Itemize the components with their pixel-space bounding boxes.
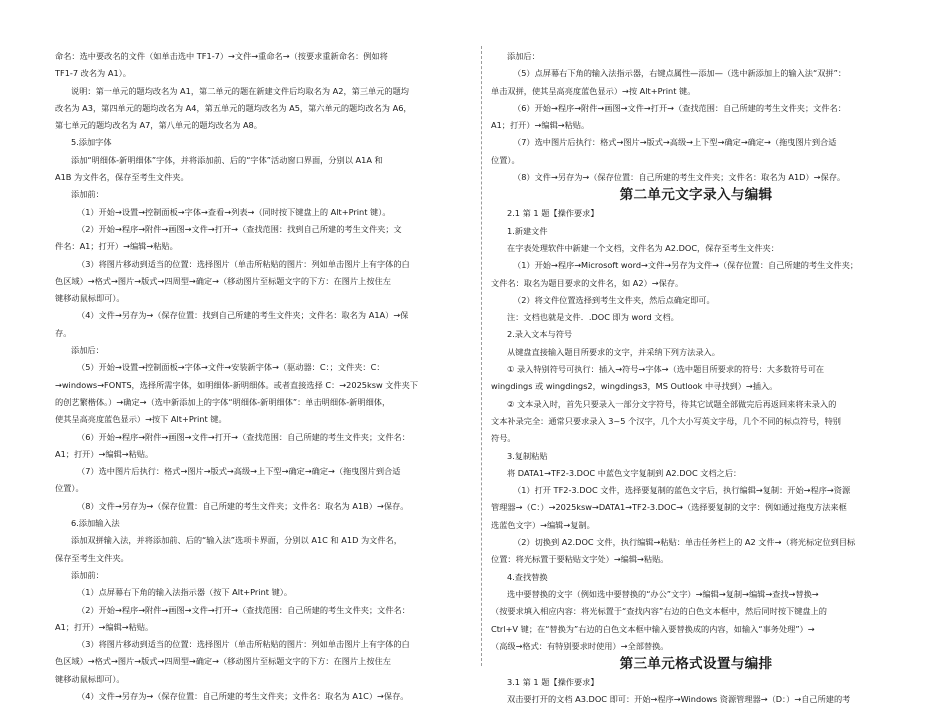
text-line: （1）开始→设置→控制面板→字体→查看→列表→（同时按下键盘上的 Alt+Print 键）。 [77,206,391,217]
text-line: 文件名：取名为题目要求的文件名，如 A2）→保存。 [491,277,684,288]
right-column [491,48,901,705]
text-line: 6.添加输入法 [71,518,120,529]
text-line: 位置）。 [55,483,84,494]
text-line: 5.添加字体 [71,137,112,148]
text-line: （6）开始→程序→附件→画图→文件→打开→（查找范围：自己所建的考生文件夹；文件名： [77,431,410,442]
text-line: 添加前： [71,189,104,200]
text-line: 4.查找替换 [507,571,548,582]
text-line: （8）文件→另存为→（保存位置：自己所建的考生文件夹；文件名：取名为 A1B）→保存。 [77,500,409,511]
text-line: （1）开始→程序→Microsoft word→文件→另存为文件→（保存位置：自己所建的考生文件夹； [513,260,859,271]
text-line: 添加双拼输入法，并将添加前、后的“输入法”选项卡界面，分别以 A1C 和 A1D 为文件名， [71,535,402,546]
text-line: 位置：将光标置于要粘贴文字处）→编辑→粘贴。 [491,554,669,565]
text-line: A1；打开）→编辑→粘贴。 [55,621,154,632]
text-line: 命名：选中要改名的文件（如单击选中 TF1-7）→文件→重命名→（按要求重新命名：例如将 [55,51,388,61]
text-line: 添加“明细体-新明细体”字体，并将添加前、后的“字体”活动窗口界面，分别以 A1A 和 [71,154,383,165]
text-line: 选蓝色文字）→编辑→复制。 [491,519,595,530]
text-line: （4）文件→另存为→（保存位置：找到自己所建的考生文件夹；文件名：取名为 A1A）→保 [77,310,409,321]
text-line: （按要求填入相应内容：将光标置于“查找内容”右边的白色文本框中，然后同时按下键盘上的 [491,606,827,617]
text-line: ① 录入特别符号可执行：插入→符号→字体→（选中题目所要求的符号：大多数符号可在 [507,364,825,375]
text-line: 2.1 第 1 题【操作要求】 [507,208,599,219]
text-line: （7）选中图片后执行：格式→图片→版式→高级→上下型→确定→确定→（拖曳图片到合适 [77,466,401,477]
text-line: wingdings 或 wingdings2，wingdings3，MS Outlook 中寻找到）→插入。 [491,381,778,392]
text-line: 改名为 A3，第四单元的题均改名为 A4，第五单元的题均改名为 A5，第六单元的题均改名为 A6， [55,102,412,113]
section-heading: 第二单元文字录入与编辑 [619,187,773,204]
text-line: 文本补录完全：通常只要求录入 3~5 个汉字，几个大小写英文字母，几个不同的标点符号，特别 [491,415,841,426]
text-line: 位置）。 [491,154,520,165]
text-line: （8）文件→另存为→（保存位置：自己所建的考生文件夹；文件名：取名为 A1D）→保存。 [513,172,846,183]
text-line: （2）开始→程序→附件→画图→文件→打开→（查找范围：找到自己所建的考生文件夹；文 [77,223,402,234]
text-line: Ctrl+V 键；在“替换为”右边的白色文本框中输入要替换成的内容，如输入“事务处理”）→ [491,623,815,634]
text-line: 添加后： [507,51,540,61]
left-column [55,48,472,701]
text-line: A1B 为文件名，保存至考生文件夹。 [55,172,189,183]
text-line: （2）将文件位置选择到考生文件夹，然后点确定即可。 [513,294,715,305]
section-heading: 第三单元格式设置与编排 [619,656,773,673]
text-line: →windows→FONTS，选择所需字体，如明细体-新明细体。或者直接选择 C：→2025ksw 文件夹下 [55,379,419,390]
text-line: （4）文件→另存为→（保存位置：自己所建的考生文件夹；文件名：取名为 A1C）→保存。 [77,690,409,701]
text-line: （1）点屏幕右下角的输入法指示器（按下 Alt+Print 键）。 [77,587,293,598]
text-line: （5）开始→设置→控制面板→字体→文件→安装新字体→（驱动器：C：；文件夹：C： [77,362,385,373]
text-line: A1；打开）→编辑→粘贴。 [491,120,590,131]
text-line: （3）将图片移动到适当的位置：选择图片（单击所粘贴的图片：列如单击图片上有字体的白 [77,258,410,269]
text-line: 添加前： [71,569,104,580]
text-line: 3.复制粘贴 [507,450,548,461]
text-line: 2.录入文本与符号 [507,329,573,340]
text-line: 件名：A1；打开）→编辑→粘贴。 [55,241,178,252]
text-line: （3）将图片移动到适当的位置：选择图片（单击所粘贴的图片：列如单击图片上有字体的白 [77,639,410,650]
text-line: 双击要打开的文档 A3.DOC 即可：开始→程序→Windows 资源管理器→（D：）→自己所建的考 [507,694,851,705]
text-line: 从键盘直接输入题目所要求的文字，并采纳下列方法录入。 [507,346,720,357]
text-line: 将 DATA1→TF2-3.DOC 中蓝色文字复制到 A2.DOC 文档之后： [507,467,742,478]
text-line: 说明：第一单元的题均改名为 A1，第二单元的题在新建文件后均取名为 A2，第三单元的题均 [71,85,409,96]
text-line: 的创艺繁楷体。）→确定→（选中新添加上的字体“明细体-新明细体”：单击明细体-新明细体， [55,396,391,407]
text-line: 色区域）→格式→图片→版式→四周型→确定→（移动图片至标题文字的下方：在图片上按住左 [55,656,391,667]
text-line: 保存至考生文件夹。 [55,552,129,563]
text-line: 单击双拼，使其呈高亮度蓝色显示）→按 Alt+Print 键。 [491,85,696,96]
text-line: 3.1 第 1 题【操作要求】 [507,677,599,688]
text-line: 注：文档也就是文件．.DOC 即为 word 文档。 [507,312,679,323]
text-line: 色区域）→格式→图片→版式→四周型→确定→（移动图片至标题文字的下方：在图片上按住左 [55,275,391,286]
text-line: TF1-7 改名为 A1）。 [55,68,131,79]
text-line: （2）切换到 A2.DOC 文件，执行编辑→粘贴：单击任务栏上的 A2 文件→（将光标定位到目标 [513,537,856,548]
text-line: 选中要替换的文字（例如选中要替换的“办公”文字）→编辑→复制→编辑→查找→替换→ [507,588,819,599]
text-line: 1.新建文件 [507,225,548,236]
text-line: 键移动鼠标即可）。 [55,293,125,304]
column-divider [481,46,482,666]
text-line: （高级→格式：有特别要求时使用）→全部替换。 [491,640,669,651]
text-line: （2）开始→程序→附件→画图→文件→打开→（查找范围：自己所建的考生文件夹；文件名： [77,604,410,615]
text-line: 键移动鼠标即可）。 [55,673,125,684]
text-line: ② 文本录入时，首先只要录入一部分文字符号，待其它试题全部做完后再返回来将未录入的 [507,398,837,409]
text-line: （5）点屏幕右下角的输入法指示器，右键点属性—添加—（选中新添加上的输入法“双拼”： [513,68,847,79]
text-line: 在字表处理软件中新建一个文档，文件名为 A2.DOC，保存至考生文件夹： [507,242,779,253]
text-line: 第七单元的题均改名为 A7，第八单元的题均改名为 A8。 [55,120,262,131]
text-line: 符号。 [491,433,516,444]
text-line: 管理器→（C：）→2025ksw→DATA1→TF2-3.DOC→（选择要复制的文字：例如通过拖曳方法来框 [491,502,847,513]
text-line: 存。 [55,327,72,338]
text-line: 添加后： [71,345,104,356]
text-line: （6）开始→程序→附件→画图→文件→打开→（查找范围：自己所建的考生文件夹；文件名： [513,102,846,113]
text-line: （7）选中图片后执行：格式→图片→版式→高级→上下型→确定→确定→（拖曳图片到合适 [513,137,837,148]
text-line: 使其呈高亮度蓝色显示）→按下 Alt+Print 键。 [55,414,227,425]
text-line: A1；打开）→编辑→粘贴。 [55,448,154,459]
text-line: （1）打开 TF2-3.DOC 文件，选择要复制的蓝色文字后，执行编辑→复制：开始→程序→资源 [513,485,851,496]
